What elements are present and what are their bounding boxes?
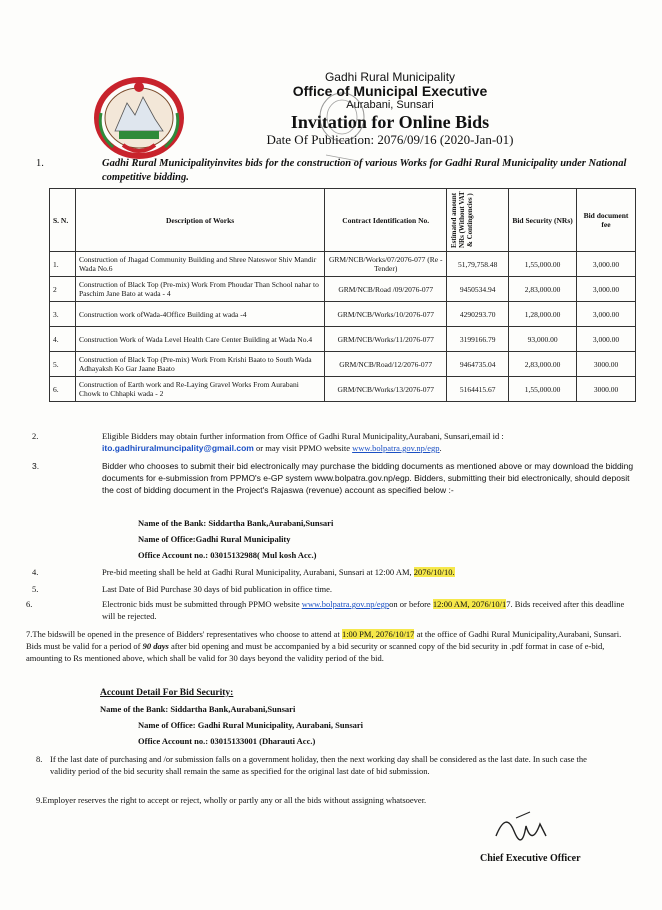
- table-row: [50, 277, 636, 302]
- cell-security: 93,000.00: [509, 327, 577, 352]
- paragraph-5: [32, 583, 632, 595]
- cell-security: 1,55,000.00: [509, 377, 577, 402]
- col-header-security: Bid Security (NRs): [509, 189, 577, 252]
- bolpatra-link[interactable]: www.bolpatra.gov.np/egp: [301, 599, 390, 609]
- p4-date-highlight: 2076/10/10.: [413, 567, 455, 577]
- cell-description: Construction of Earth work and Re-Laying Gravel Works From Aurabani Chowk to Chhapki wada - 2: [75, 377, 324, 402]
- table-row: [50, 327, 636, 352]
- nepal-emblem-icon: [93, 73, 185, 159]
- cell-sn: 3.: [50, 302, 76, 327]
- cell-contract: GRM/NCB/Road /09/2076-077: [325, 277, 447, 302]
- contact-email-link[interactable]: ito.gadhiruralmuncipality@gmail.com: [102, 443, 254, 453]
- cell-sn: 2: [50, 277, 76, 302]
- cell-fee: 3,000.00: [577, 327, 636, 352]
- intro-paragraph: [36, 157, 636, 185]
- table-row: [50, 352, 636, 377]
- cell-estimated: 5164415.67: [447, 377, 509, 402]
- municipality-name: Gadhi Rural Municipality: [324, 70, 456, 84]
- paragraph-9: [36, 794, 596, 806]
- p3-number: 3.: [32, 461, 40, 471]
- p6-text: Electronic bids must be submitted through PPMO website: [102, 599, 302, 609]
- cell-sn: 4.: [50, 327, 76, 352]
- cell-security: 1,55,000.00: [509, 252, 577, 277]
- p5-text: Last Date of Bid Purchase 30 days of bid publication in office time.: [102, 584, 332, 594]
- cell-description: Construction of Black Top (Pre-mix) Work From Krishi Baato to South Wada Adhayaksh Ko Gar Jaane Baato: [75, 352, 324, 377]
- col-header-contract: Contract Identification No.: [325, 189, 447, 252]
- ppmo-website-link[interactable]: www.bolpatra.gov.np/egp: [352, 443, 440, 453]
- intro-number: 1.: [36, 158, 44, 169]
- p6-mid: on or before: [389, 599, 433, 609]
- office-location: Aurabani, Sunsari: [346, 99, 434, 111]
- p7-days: 90 days: [142, 641, 169, 651]
- cell-fee: 3,000.00: [577, 302, 636, 327]
- cell-security: 2,83,000.00: [509, 277, 577, 302]
- paragraph-7: [26, 628, 638, 664]
- p7-opening-highlight: 1:00 PM, 2076/10/17: [341, 629, 415, 639]
- cell-estimated: 3199166.79: [447, 327, 509, 352]
- intro-text: Gadhi Rural Municipalityinvites bids for the construction of various Works for Gadhi Rural Municipality under National competitive bidding.: [102, 158, 627, 183]
- p3-bank: Name of the Bank: Siddartha Bank,Aurabani,Sunsari: [138, 518, 334, 528]
- cell-contract: GRM/NCB/Works/11/2076-077: [325, 327, 447, 352]
- p2-text: Eligible Bidders may obtain further information from Office of Gadhi Rural Municipality,Aurabani, Sunsari,email id :: [102, 431, 504, 441]
- security-bank: Name of the Bank: Siddartha Bank,Aurabani,Sunsari: [100, 704, 296, 714]
- p9-text: Employer reserves the right to accept or reject, wholly or partly any or all the bids without assigning whatsoever.: [42, 795, 427, 805]
- cell-contract: GRM/NCB/Works/07/2076-077 (Re - Tender): [325, 252, 447, 277]
- p3-office: Name of Office:Gadhi Rural Municipality: [138, 534, 291, 544]
- cell-security: 2,83,000.00: [509, 352, 577, 377]
- cell-fee: 3000.00: [577, 352, 636, 377]
- p8-number: 8.: [36, 754, 43, 764]
- paragraph-4: [32, 566, 632, 578]
- col-header-fee: Bid document fee: [577, 189, 636, 252]
- p2-mid: or may visit PPMO website: [253, 443, 353, 453]
- p9-number: 9.: [36, 795, 43, 805]
- p3-account: Office Account no.: 03015132988( Mul kosh Acc.): [138, 550, 317, 560]
- cell-sn: 6.: [50, 377, 76, 402]
- bids-table: [49, 188, 636, 402]
- p6-deadline-highlight: 12:00 AM, 2076/10/1: [432, 599, 507, 609]
- cell-fee: 3000.00: [577, 377, 636, 402]
- cell-estimated: 4290293.70: [447, 302, 509, 327]
- cell-contract: GRM/NCB/Road/12/2076-077: [325, 352, 447, 377]
- cell-estimated: 9450534.94: [447, 277, 509, 302]
- p3-text: Bidder who chooses to submit their bid electronically may purchase the bidding documents as mentioned above or may download the bidding documents for e-submission from PPMO's e-GP system www.bolpatra.gov.np/egp. Bidders, submitting their bid electronically, should deposit the cost of bidding document in the Project's Rajaswa (revenue) account as specified below :-: [102, 461, 634, 495]
- p7-text: The bidswill be opened in the presence of Bidders' representatives who choose to attend at: [32, 629, 342, 639]
- paragraph-2: [32, 430, 642, 454]
- cell-sn: 5.: [50, 352, 76, 377]
- estimated-header-text: Estimated amount NRs (Without VAT & Contingencies ): [450, 191, 475, 249]
- security-account-title: Account Detail For Bid Security:: [100, 688, 234, 698]
- p5-number: 5.: [32, 584, 39, 594]
- p7-end: at the office of Gadhi Rural Municipality,Aurabani, Sunsari. Bids must be valid for a period of: [26, 629, 622, 651]
- signatory-title: Chief Executive Officer: [480, 853, 581, 864]
- p2-end: .: [439, 443, 442, 453]
- table-row: [50, 302, 636, 327]
- p2-number: 2.: [32, 431, 39, 441]
- cell-description: Construction of Jhagad Community Building and Shree Nateswor Shiv Mandir Wada No.6: [75, 252, 324, 277]
- p7-end2: after bid opening and must be accompanied by a bid security or scanned copy of the bid security in .pdf format in case of e-bid, amounting to Rs mentioned above, which shall be valid for 30 days beyond the validity period of the bid.: [26, 641, 605, 663]
- cell-estimated: 9464735.04: [447, 352, 509, 377]
- security-account-number: Office Account no.: 03015133001 (Dharauti Acc.): [138, 736, 316, 746]
- publication-date: Date Of Publication: 2076/09/16 (2020-Jan-01): [266, 132, 514, 147]
- notice-title: Invitation for Online Bids: [290, 112, 490, 132]
- security-office: Name of Office: Gadhi Rural Municipality, Aurabani, Sunsari: [138, 720, 364, 730]
- cell-fee: 3,000.00: [577, 277, 636, 302]
- col-header-sn: S. N.: [50, 189, 76, 252]
- cell-contract: GRM/NCB/Works/13/2076-077: [325, 377, 447, 402]
- cell-contract: GRM/NCB/Works/10/2076-077: [325, 302, 447, 327]
- table-header-row: [50, 189, 636, 252]
- cell-estimated: 51,79,758.48: [447, 252, 509, 277]
- p8-text: If the last date of purchasing and /or submission falls on a government holiday, then the next working day shall be considered as the last date. In such case the validity period of the bid security shall remain the same as specified for the original last date of bid submission.: [50, 754, 587, 776]
- p4-number: 4.: [32, 567, 39, 577]
- cell-security: 1,28,000.00: [509, 302, 577, 327]
- cell-description: Construction of Black Top (Pre-mix) Work From Phoudar Than School nahar to Paschim Jane Bato at wada - 4: [75, 277, 324, 302]
- paragraph-6: [26, 598, 638, 622]
- signature-icon: [486, 806, 596, 856]
- cell-description: Construction Work of Wada Level Health Care Center Building at Wada No.4: [75, 327, 324, 352]
- col-header-estimated: [447, 189, 509, 252]
- p4-text: Pre-bid meeting shall be held at Gadhi Rural Municipality, Aurabani, Sunsari at 12:00 AM,: [102, 567, 414, 577]
- p7-number: 7.: [26, 629, 33, 639]
- paragraph-3: [32, 460, 638, 496]
- p6-end: 7. Bids received after this deadline will be rejected.: [102, 599, 625, 621]
- table-row: [50, 252, 636, 277]
- cell-sn: 1.: [50, 252, 76, 277]
- col-header-description: Description of Works: [75, 189, 324, 252]
- p6-number: 6.: [26, 599, 33, 609]
- table-row: [50, 377, 636, 402]
- cell-fee: 3,000.00: [577, 252, 636, 277]
- paragraph-8: [36, 753, 610, 777]
- cell-description: Construction work ofWada-4Office Building at wada -4: [75, 302, 324, 327]
- office-name: Office of Municipal Executive: [292, 83, 488, 99]
